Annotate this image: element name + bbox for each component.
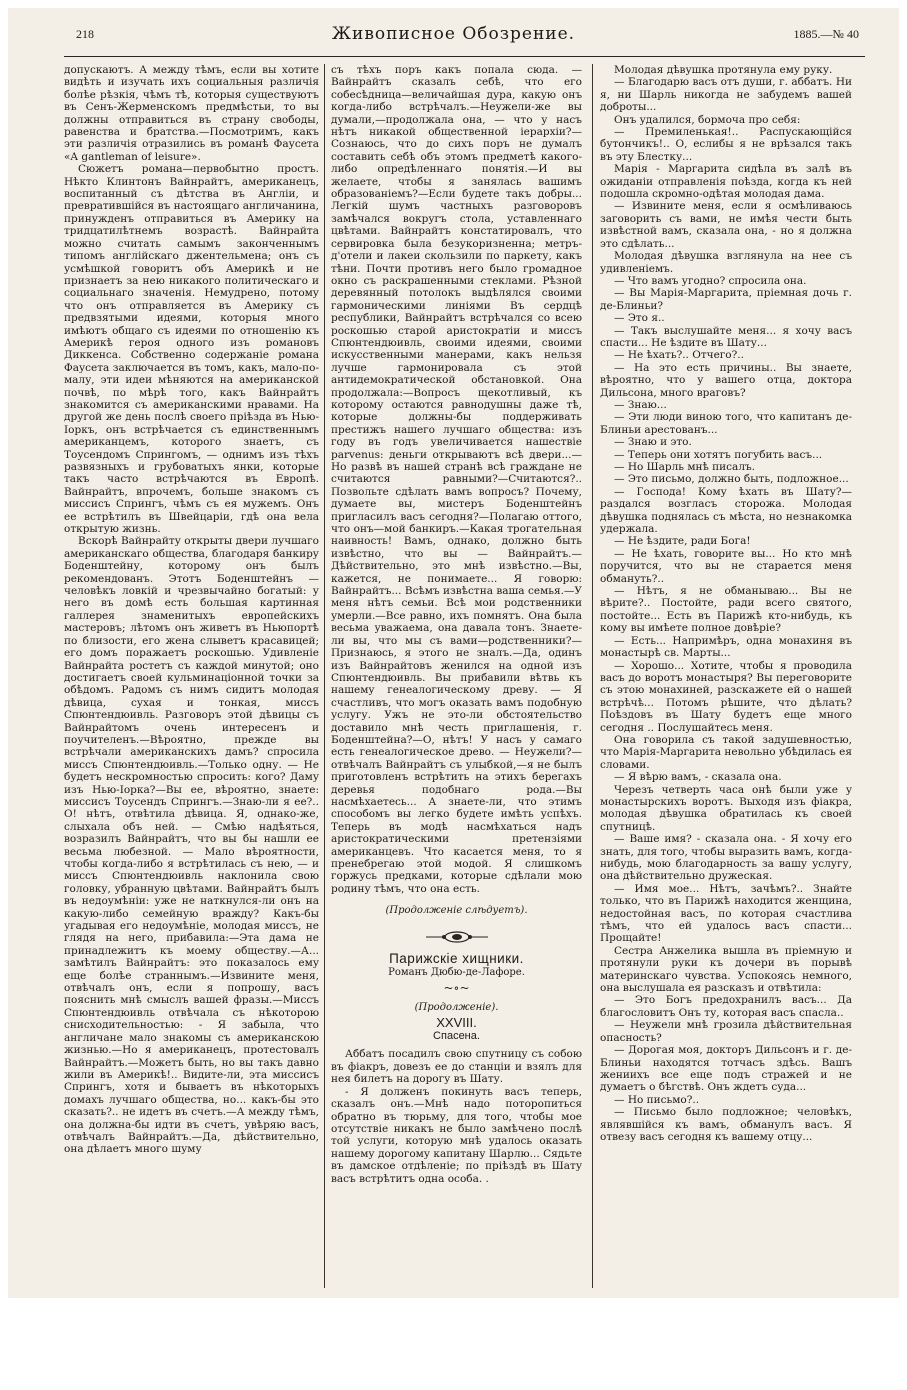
paragraph: — Извините меня, если я осмѣливаюсь заговорить съ вами, не имѣя чести быть извѣстной вамъ, сказала она, - но я должна это сдѣлать... (600, 200, 852, 250)
paragraph: — Не ѣхать, говорите вы... Но кто мнѣ поручится, что вы не старается меня обмануть?.. (600, 547, 852, 585)
paragraph: — Знаю... (614, 398, 667, 411)
paragraph: — Эти люди виною того, что капитанъ де-Блиньи арестованъ... (600, 411, 852, 436)
column-divider (592, 64, 593, 1288)
paragraph: — Нѣтъ, я не обманываю... Вы не вѣрите?.. Постойте, ради всего святого, постойте... Есть въ Парижѣ кто-нибудь, къ кому вы имѣете полное довѣріе? (600, 585, 852, 635)
chapter-number: XXVIII. (436, 1014, 477, 1030)
paragraph: — Это письмо, должно быть, подложное... (614, 473, 849, 486)
paragraph: съ тѣхъ поръ какъ попала сюда. — Вайнрайтъ сказалъ себѣ, что его собесѣдница—величайшая дура, какую онъ когда-либо встрѣчалъ.—Неужели-же вы думали,—продолжала она, — что у насъ нѣтъ никакой общественной іерархіи?—Сознаюсь, что до сихъ поръ не думалъ составить себѣ объ этомъ предметѣ какого-либо опредѣленнаго понятія.—И вы желаете, чтобы я занялась вашимъ образованіемъ?—Если будете такъ добры... Легкій шумъ частныхъ разговоровъ замѣчался вокругъ стола, уставленнаго цвѣтами. Вайнрайтъ констатировалъ, что сервировка была безукоризненна; метръ-д'отели и лакеи скользили по паркету, какъ тѣни. Почти противъ него было громадное окно съ раскрашенными стеклами. Рѣзной деревянный потолокъ выдѣлялся своими гармоническими линіями Въ сердцѣ республики, Вайнрайтъ встрѣчался со всею роскошью старой аристократіи и миссъ Спюнтендюивль, своими идеями, своими искусственными манерами, какъ нельзя лучше гармонировала съ этой антидемократической обстановкой. Она продолжала:—Вопросъ щекотливый, къ которому остаются равнодушны даже тѣ, которые должны-бы поддерживать престижъ нашего лучшаго общества: изъ году въ годъ увеличивается нашествіе parvenus: деньги открываютъ всѣ двери...—Но развѣ въ нашей странѣ всѣ граждане не считаются равными?—Считаются?.. Позвольте сдѣлать вамъ вопросъ? Почему, думаете вы, мистеръ Боденштейнъ пригласилъ васъ сегодня?—Полагаю оттого, что онъ—мой банкиръ.—Какая трогательная наивность! Вамъ, однако, должно быть извѣстно, что вы — Вайнрайтъ.—Дѣйствительно, это мнѣ извѣстно.—Вы, кажется, не понимаете... Я говорю: Вайнрайтъ... Всѣмъ извѣстна ваша семья.—У меня нѣтъ семьи. Всѣ мои родственники умерли.—Все равно, ихъ помнятъ. Она была весьма уважаема, она давала тонъ. Знаете-ли вы, что мы съ вами—родственники?—Признаюсь, я этого не зналъ.—Да, одинъ изъ Вайнрайтовъ женился на одной изъ Спюнтендюивль. Вы прибавили вѣтвь къ нашему генеалогическому древу. — Я счастливъ, что могъ оказать вамъ подобную услугу. Ужъ не это-ли обстоятельство доставило мнѣ честь приглашенія, г. Боденштейна?—О, нѣтъ! У насъ у самаго есть генеалогическое древо. — Неужели?—отвѣчалъ Вайнрайтъ съ улыбкой,—я не былъ приготовленъ встрѣтить на этихъ берегахъ деревья подобнаго рода.—Вы насмѣхаетесь... А знаете-ли, что этимъ способомъ вы легко будете имѣть успѣхъ. Теперь въ модѣ насмѣхаться надъ аристократическими претензіями американцевъ. Что касается меня, то я пренебрегаю этой модой. Я слишкомъ горжусь предками, которые сдѣлали мою родину тѣмъ, что она есть. (331, 64, 582, 895)
serial-title: Парижскіе хищники. (389, 951, 524, 967)
paragraph: — Есть... Напримѣръ, одна монахиня въ монастырѣ св. Марты... (600, 634, 852, 660)
paragraph: Марія - Маргарита сидѣла въ залѣ въ ожиданіи отправленія поѣзда, когда къ ней подошла скромно-одѣтая молодая дама. (600, 163, 852, 201)
paragraph: Она говорила съ такой задушевностью, что Марія-Маргарита невольно убѣдилась ея словами. (600, 733, 852, 771)
paragraph: — Имя мое... Нѣтъ, зачѣмъ?.. Знайте только, что въ Парижѣ находится женщина, недостойная васъ, по которая счастлива тѣмъ, что ей удалось васъ спасти... Прощайте! (600, 882, 852, 945)
page-header (8, 8, 899, 48)
paragraph: — Теперь они хотятъ погубить васъ... (614, 448, 823, 461)
squiggle-divider: ~∘~ (443, 980, 470, 995)
paragraph: — Письмо было подложное; человѣкъ, являвшійся къ вамъ, обманулъ васъ. Я отвезу васъ сегодня къ вашему отцу... (600, 1106, 852, 1143)
paragraph: Молодая дѣвушка взглянула на нее съ удивленіемъ. (600, 250, 852, 275)
paragraph: — Благодарю васъ отъ души, г. аббатъ. Ни я, ни Шарль никогда не забудемъ вашей доброты... (600, 76, 852, 114)
magazine-title: Живописное Обозрение. (331, 24, 576, 44)
issue-number: 1885.—№ 40 (793, 27, 859, 41)
paragraph: Сестра Анжелика вышла въ пріемную и протянули руки къ дочери въ порывѣ материнскаго чувства. Успокоясь немного, она выслушала ея разсказъ и отвѣтила: (600, 944, 852, 995)
paragraph: — Что вамъ угодно? спросила она. (614, 274, 807, 287)
paragraph: допускаютъ. А между тѣмъ, если вы хотите видѣть и изучать ихъ социальныя различія болѣе рѣзкія, чѣмъ тѣ, которыя существуютъ въ Сенъ-Жерменскомъ предмѣстьи, то вы должны отправиться въ страну свободы, равенства и братства.—Посмотримъ, какъ эти различія отразились въ романѣ Фаусета «A gantleman of leisure». (64, 64, 319, 163)
paragraph: — На это есть причины.. Вы знаете, вѣроятно, что у вашего отца, доктора Дильсона, много враговъ? (600, 361, 852, 399)
paragraph: Сюжетъ романа—первобытно простъ. Нѣкто Клинтонъ Вайнрайтъ, американецъ, воспитанный съ дѣтства въ Англіи, и превратившійся въ настоящаго англичанина, принужденъ отправиться въ Америку на тридцатилѣтнемъ возрастѣ. Вайнрайта можно считать самымъ законченнымъ типомъ англійскаго джентельмена; онъ съ усмѣшкой говоритъ объ Америкѣ и не признаетъ за нею никакого политическаго и социальнаго значенія. Немудрено, потому что онъ отправляется въ Америку съ предвзятыми идеями, которыя много имѣютъ общаго съ идеями по отношенію къ Америкѣ героя одного изъ романовъ Диккенса. Собственно содержаніе романа Фаусета заключается въ томъ, какъ, мало-по-малу, эти идеи мѣняются на американской почвѣ, по мѣрѣ того, какъ Вайнрайтъ знакомится съ американскими нравами. На другой же день послѣ своего пріѣзда въ Нью-Іоркъ, онъ встрѣчается съ единственнымъ американцемъ, которого знаетъ, съ Тоусендомъ Спрингомъ, — однимъ изъ тѣхъ развязныхъ и грубоватыхъ янки, которые такъ часто встрѣчаются въ Европѣ. Вайнрайтъ, впрочемъ, больше знакомъ съ миссисъ Спрингъ, чѣмъ съ ея мужемъ. Онъ ее встрѣтилъ въ Швейцаріи, гдѣ она вела открытую жизнь. (64, 163, 319, 536)
paragraph: Аббатъ посадилъ свою спутницу съ собою въ фіакръ, довезъ ее до станціи и взялъ для нея билетъ на дорогу въ Шату. (331, 1048, 582, 1086)
paragraph: — Хорошо... Хотите, чтобы я проводила васъ до воротъ монастыря? Вы переговорите съ этою монахиней, разскажете ей о нашей встрѣчѣ... Потомъ рѣшите, что дѣлать? Поѣздовъ въ Шату будетъ еще много сегодня .. Послушайтесь меня. (600, 659, 852, 734)
paragraph: Вскорѣ Вайнрайту открыты двери лучшаго американскаго общества, благодаря банкиру Боденштейну, которому онъ былъ рекомендованъ. Этотъ Боденштейнъ — человѣкъ ловкій и чрезвычайно богатый: у него въ домѣ есть большая картинная галлерея знаменитыхъ европейскихъ мастеровъ; лѣтомъ онъ живетъ въ Ньюпортѣ по близости, его жена слыветъ красавицей; его домъ поражаетъ роскошью. Удивленіе Вайнрайта ростетъ съ каждой минутой; оно достигаетъ своей кульминаціонной точки за обѣдомъ. Радомъ съ нимъ сидитъ молодая дѣвица, сухая и тонкая, миссъ Спюнтендюивль. Разговоръ этой дѣвицы съ Вайнрайтомъ очень интересенъ и поучителенъ.—Вѣроятно, прежде вы встрѣчали американскихъ дамъ? спросила миссъ Спюнтендюивль.—Только одну. — Не будетъ нескромностью спросить: кого? Даму изъ Нью-Іорка?—Вы ее, вѣроятно, знаете: миссисъ Тоусендъ Спрингъ.—Знаю-ли я ее?.. О! нѣтъ, отвѣтила дѣвица. Я, однако-же, слыхала объ ней. — Смѣю надѣяться, возразилъ Вайнрайтъ, что вы бы нашли ее весьма любезной. — Мало вѣроятности, чтобы когда-либо я встрѣтилась съ нею, — и миссъ Спюнтендюивль наклонила свою головку, убранную цвѣтами. Вайнрайтъ былъ въ недоумѣніи: уже не наткнулся-ли онъ на какую-либо семейную вражду? Какъ-бы угадывая его недоумѣніе, молодая миссъ, не глядя на него, прибавила:—Эта дама не принадлежитъ къ моему обществу.—А... замѣтилъ Вайнрайтъ: это показалось ему еще болѣе страннымъ.—Извините меня, отвѣчалъ онъ, если я попрошу, васъ пояснить мнѣ смыслъ вашей фразы.—Миссъ Спюнтендюивль отвѣчала съ нѣкоторою снисходительностью: - Я забыла, что англичане мало знакомы съ американскою жизнью.—Но я американецъ, протестовалъ Вайнрайтъ.—Можетъ быть, но вы такъ давно жили въ Америкѣ!.. Видите-ли, эта миссисъ Спрингъ, хотя и бываетъ въ нѣкоторыхъ домахъ лучшаго общества, но... какъ-бы это сказать?.. не идетъ въ счетъ.—А между тѣмъ, она должна-бы идти въ счетъ, увѣряю васъ, отвѣчалъ Вайнрайтъ.—Да, дѣйствительно, она дѣлаетъ много шуму (64, 535, 319, 1156)
paragraph: — Но письмо?.. (614, 1093, 700, 1106)
paragraph: — Премиленькая!.. Распускающійся бутончикъ!.. О, еслибы я не врѣзался такъ въ эту Блестку... (600, 126, 852, 163)
paragraph: Черезъ четверть часа онѣ были уже у монастырскихъ воротъ. Выходя изъ фіакра, молодая дѣвушка обратилась къ своей спутницѣ. (600, 783, 852, 833)
column-left (64, 64, 319, 1294)
chapter-title: Спасена. (433, 1030, 480, 1043)
paragraph: — Ваше имя? - сказала она. - Я хочу его знать, для того, чтобы выразить вамъ, когда-нибудь, мою благодарность за вашу услугу, она дѣйствительно дружеская. (600, 833, 852, 883)
column-middle (331, 64, 582, 1294)
column-divider (324, 64, 325, 1288)
page-sheet (8, 8, 899, 1298)
paragraph: — Дорогая моя, докторъ Дильсонъ и г. де-Блиньи находятся тотчасъ здѣсь. Вашъ жениихъ все еще подъ стражей и не думаетъ о бѣгствѣ. Онъ ждетъ суда... (600, 1044, 852, 1094)
paragraph: — Такъ выслушайте меня... я хочу васъ спасти... Не ѣздите въ Шату... (600, 324, 852, 349)
paragraph: Молодая дѣвушка протянула ему руку. (614, 64, 833, 76)
continuation-label: (Продолженіе). (414, 1002, 499, 1014)
paragraph: — Вы Марія-Маргарита, пріемная дочь г. де-Блиньи? (600, 287, 852, 312)
column-right (600, 64, 852, 1294)
paragraph: — Не ѣздите, ради Бога! (614, 535, 751, 548)
paragraph: — Это Богъ предохранилъ васъ... Да благословитъ Онъ ту, которая васъ спасла.. (600, 994, 852, 1019)
paragraph: - Я долженъ покинуть васъ теперь, сказалъ онъ.—Мнѣ надо поторопиться обратно въ тюрьму, для того, чтобы мое отсутствіе никакъ не было замѣчено послѣ той услуги, которую мнѣ удалось оказать нашему дорогому капитану Шарлю... Сядьте въ дамское отдѣленіе; по пріѣздѣ въ Шату васъ встрѣтитъ одна особа. . (331, 1085, 582, 1185)
continued-note: (Продолженіе слѣдуетъ). (385, 905, 528, 917)
paragraph: — Это я.. (614, 312, 665, 325)
paragraph: — Но Шарль мнѣ писалъ. (614, 461, 756, 473)
ornament-divider (331, 930, 582, 947)
paragraph: — Не ѣхать?.. Отчего?.. (614, 349, 744, 362)
paragraph: — Неужели мнѣ грозила дѣйствительная опасность? (600, 1019, 852, 1044)
paragraph: Онъ удалился, бормоча про себя: (614, 113, 801, 126)
header-rule (64, 56, 865, 57)
paragraph: — Господа! Кому ѣхать въ Шату?—раздался возгласъ сторожа. Молодая дѣвушка поднялась съ мѣста, но незнакомка удержала. (600, 485, 852, 536)
paragraph: — Знаю и это. (614, 436, 692, 449)
page-number: 218 (76, 27, 94, 41)
serial-author: Романъ Дюбю-де-Лафоре. (388, 967, 525, 979)
paragraph: — Я вѣрю вамъ, - сказала она. (614, 771, 782, 784)
